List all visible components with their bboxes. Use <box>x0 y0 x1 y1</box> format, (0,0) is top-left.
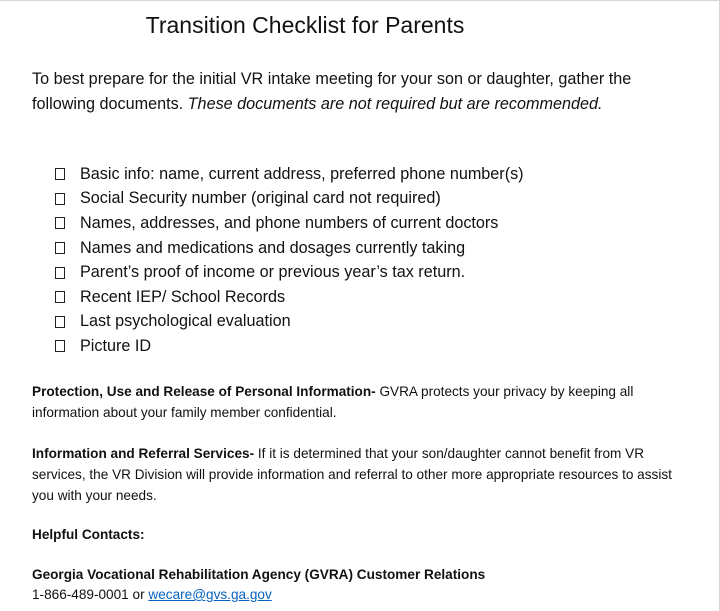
checklist-item-label: Names and medications and dosages currently taking <box>80 238 466 257</box>
checkbox-icon[interactable] <box>55 242 65 254</box>
intro-note: These documents are not required but are recommended. <box>187 94 603 113</box>
intro-paragraph <box>32 67 682 116</box>
checkbox-icon[interactable] <box>55 291 65 303</box>
checklist-item <box>55 260 524 285</box>
privacy-heading: Protection, Use and Release of Personal Information- <box>32 384 376 399</box>
checkbox-icon[interactable] <box>55 340 65 352</box>
document-checklist <box>55 162 524 359</box>
checkbox-icon[interactable] <box>55 217 65 229</box>
contacts-heading: Helpful Contacts: <box>32 527 145 542</box>
email-link[interactable]: wecare@gvs.ga.gov <box>148 587 272 602</box>
page-title: Transition Checklist for Parents <box>145 12 465 38</box>
checklist-item <box>55 236 524 261</box>
checklist-item-label: Last psychological evaluation <box>80 312 291 331</box>
checklist-item-label: Basic info: name, current address, preferred phone number(s) <box>80 164 524 183</box>
checkbox-icon[interactable] <box>55 316 65 328</box>
checklist-item-label: Recent IEP/ School Records <box>80 287 286 306</box>
referral-heading: Information and Referral Services- <box>32 446 255 461</box>
privacy-section <box>32 381 682 423</box>
checkbox-icon[interactable] <box>55 193 65 205</box>
checklist-item <box>55 310 524 335</box>
checkbox-icon[interactable] <box>55 267 65 279</box>
checklist-item <box>55 285 524 310</box>
checkbox-icon[interactable] <box>55 168 65 180</box>
contact-line <box>32 584 682 605</box>
privacy-text: GVRA protects your privacy by keeping all information about your family member confidential. <box>32 384 634 420</box>
phone-number: 1-866-489-0001 or <box>32 587 149 602</box>
checklist-item <box>55 187 524 212</box>
referral-text: If it is determined that your son/daughter cannot benefit from VR services, the VR Division will provide information and referral to other more appropriate resources to assist you with your needs. <box>32 446 672 503</box>
checklist-item-label: Picture ID <box>80 336 152 355</box>
checklist-item <box>55 211 524 236</box>
checklist-item <box>55 334 524 359</box>
referral-section <box>32 443 682 506</box>
checklist-item-label: Social Security number (original card not required) <box>80 189 441 208</box>
intro-text: To best prepare for the initial VR intake meeting for your son or daughter, gather the following documents. <box>32 70 632 113</box>
checklist-item <box>55 162 524 187</box>
checklist-item-label: Parent’s proof of income or previous year’s tax return. <box>80 263 466 282</box>
checklist-item-label: Names, addresses, and phone numbers of current doctors <box>80 213 499 232</box>
agency-name: Georgia Vocational Rehabilitation Agency (GVRA) Customer Relations <box>32 567 486 582</box>
